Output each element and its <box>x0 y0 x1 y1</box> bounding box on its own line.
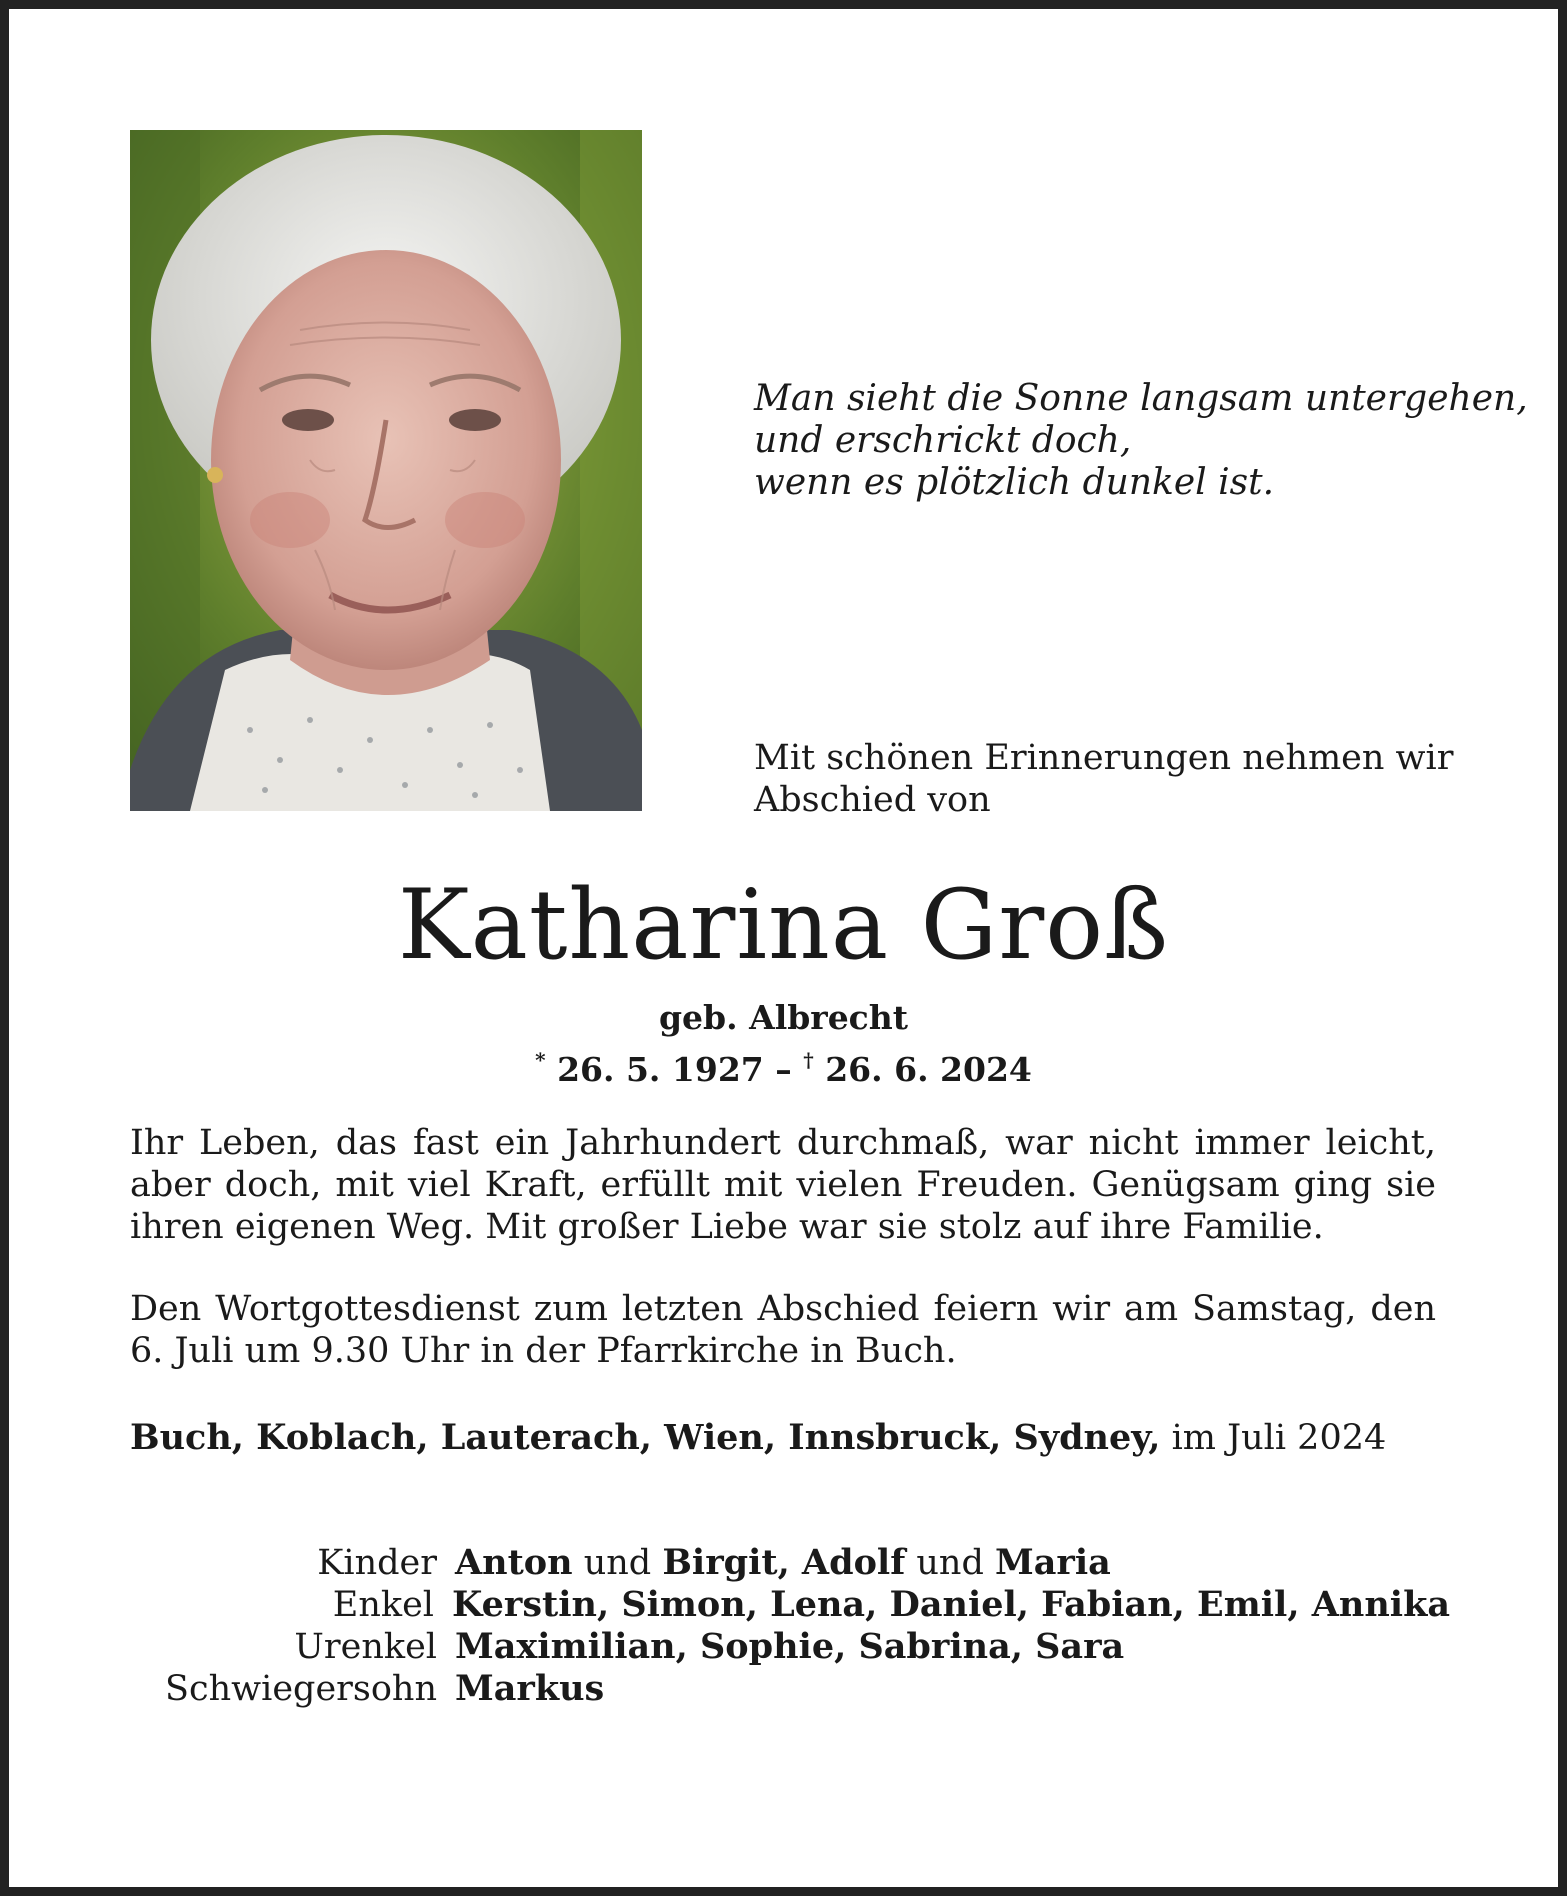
family-name: Anton <box>455 1542 573 1583</box>
intro-line-2: Abschied von <box>754 780 991 820</box>
memorial-poem <box>754 378 1528 504</box>
life-paragraph: Ihr Leben, das fast ein Jahrhundert durchmaß, war nicht immer leicht, aber doch, mit viel Kraft, erfüllt mit vielen Freuden. Genügsam ging sie ihren eigenen Weg. Mit großer Liebe war sie stolz auf ihre Familie. <box>130 1123 1436 1247</box>
family-role: Schwiegersohn <box>165 1669 437 1709</box>
family-names <box>455 1626 1124 1668</box>
family-names <box>455 1542 1111 1584</box>
family-role: Enkel <box>332 1585 434 1625</box>
birth-symbol: * <box>535 1048 546 1072</box>
place-names: Buch, Koblach, Lauterach, Wien, Innsbruck, Sydney, <box>130 1417 1161 1458</box>
family-list <box>130 1542 1450 1710</box>
family-row-son-in-law <box>130 1668 1450 1710</box>
life-dates <box>0 1040 1567 1090</box>
family-row-grandchildren <box>130 1584 1450 1626</box>
family-role: Urenkel <box>294 1627 437 1667</box>
poem-line: und erschrickt doch, <box>754 420 1132 461</box>
family-role: Kinder <box>317 1543 437 1583</box>
intro-line-1: Mit schönen Erinnerungen nehmen wir <box>754 738 1454 778</box>
birth-date: 26. 5. 1927 <box>557 1050 764 1089</box>
poem-line: wenn es plötzlich dunkel ist. <box>754 462 1275 503</box>
family-conjunction: und <box>572 1543 663 1583</box>
family-name: Birgit, Adolf <box>662 1542 906 1583</box>
date-separator: – <box>763 1050 804 1089</box>
service-paragraph: Den Wortgottesdienst zum letzten Abschied feiern wir am Samstag, den 6. Juli um 9.30 Uhr in der Pfarrkirche in Buch. <box>130 1289 1436 1371</box>
family-row-great-grandchildren <box>130 1626 1450 1668</box>
family-name: Markus <box>455 1668 605 1709</box>
family-name: Maria <box>995 1542 1111 1583</box>
family-names <box>455 1668 604 1710</box>
family-conjunction: und <box>905 1543 996 1583</box>
family-row-children <box>130 1542 1450 1584</box>
poem-line: Man sieht die Sonne langsam untergehen, <box>754 378 1528 419</box>
maiden-name: geb. Albrecht <box>658 998 909 1037</box>
family-name: Maximilian, Sophie, Sabrina, Sara <box>455 1626 1125 1667</box>
death-date: 26. 6. 2024 <box>825 1050 1032 1089</box>
family-names <box>452 1584 1450 1626</box>
places-line <box>130 1417 1450 1459</box>
portrait-photo <box>130 130 642 811</box>
family-name: Kerstin, Simon, Lena, Daniel, Fabian, Emil, Annika <box>451 1584 1450 1625</box>
place-date: im Juli 2024 <box>1160 1418 1387 1458</box>
death-symbol: † <box>803 1048 814 1072</box>
intro-text <box>754 737 1474 821</box>
deceased-name: Katharina Groß <box>397 869 1170 981</box>
